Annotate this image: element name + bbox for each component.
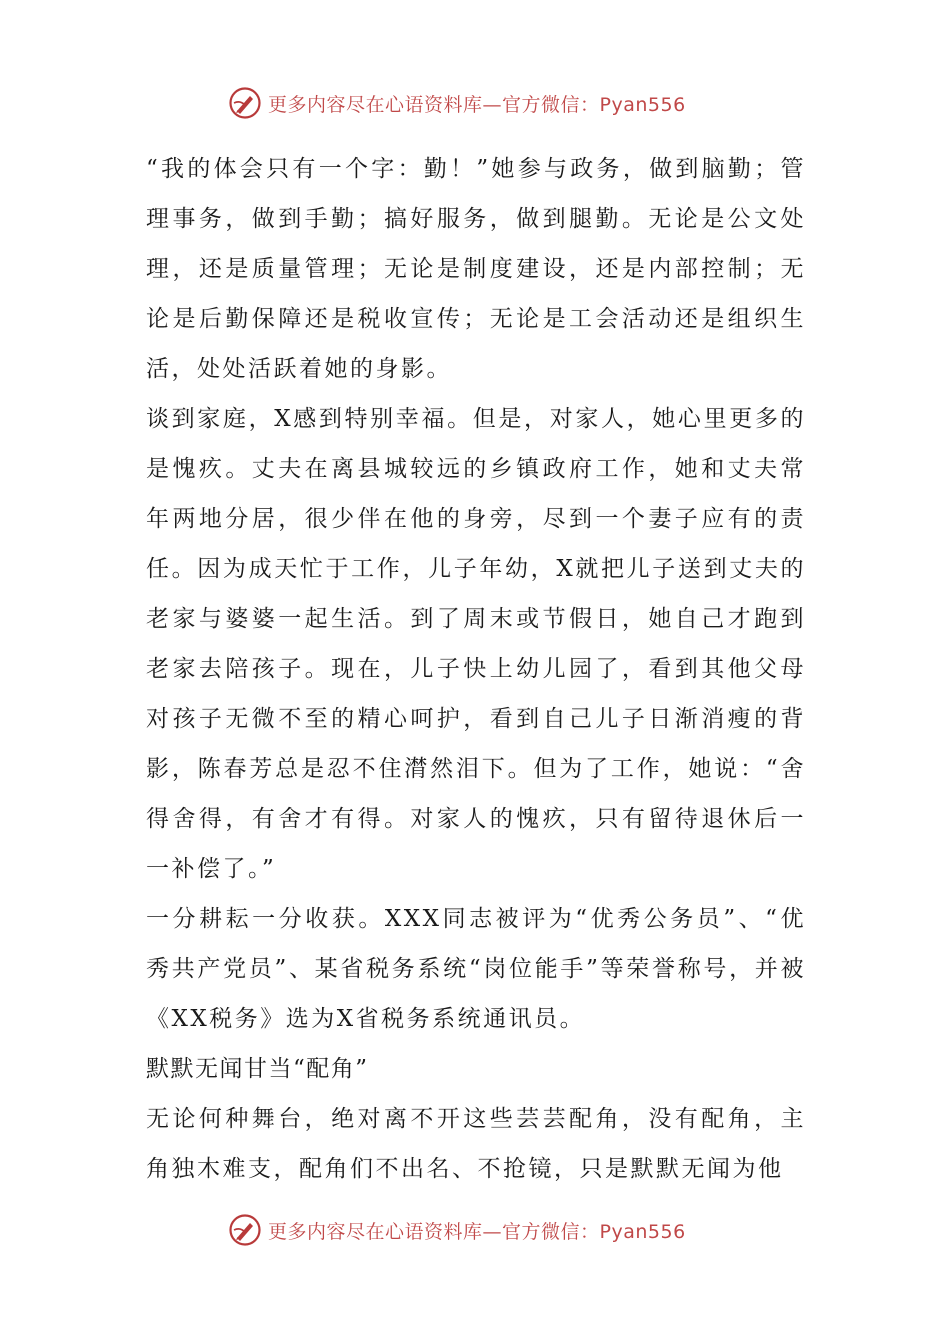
banner-slogan: 更多内容尽在心语资料库—官方微信：: [268, 1220, 600, 1243]
pen-logo-icon: [228, 1213, 262, 1247]
wechat-id: Pyan556: [599, 93, 686, 116]
paragraph-honors: 一分耕耘一分收获。XXX同志被评为“优秀公务员”、“优秀共产党员”、某省税务系统“岗位能手”等荣誉称号，并被《XX税务》选为X省税务系统通讯员。: [146, 906, 806, 1032]
paragraph-family: 谈到家庭，X感到特别幸福。但是，对家人，她心里更多的是愧疚。丈夫在离县城较远的乡镇政府工作，她和丈夫常年两地分居，很少伴在他的身旁，尽到一个妻子应有的责任。因为成天忙于工作，儿子年幼，X就把儿子送到丈夫的老家与婆婆一起生活。到了周末或节假日，她自己才跑到老家去陪孩子。现在，儿子快上幼儿园了，看到其他父母对孩子无微不至的精心呵护，看到自己儿子日渐消瘦的背影，陈春芳总是忍不住潸然泪下。但为了工作，她说：“舍得舍得，有舍才有得。对家人的愧疚，只有留待退休后一一补偿了。”: [146, 406, 806, 882]
paragraph-supporting-role: 无论何种舞台，绝对离不开这些芸芸配角，没有配角，主角独木难支，配角们不出名、不抢镜，只是默默无闻为他: [146, 1106, 806, 1182]
footer-banner: [228, 1210, 686, 1250]
section-heading: 默默无闻甘当“配角”: [146, 1056, 369, 1082]
wechat-id: Pyan556: [599, 1220, 686, 1243]
banner-text: [268, 1217, 686, 1244]
pen-logo-icon: [228, 86, 262, 120]
document-body: [146, 144, 806, 1194]
paragraph-diligence: “我的体会只有一个字：勤！”她参与政务，做到脑勤；管理事务，做到手勤；搞好服务，做到腿勤。无论是公文处理，还是质量管理；无论是制度建设，还是内部控制；无论是后勤保障还是税收宣传；无论是工会活动还是组织生活，处处活跃着她的身影。: [146, 156, 806, 382]
header-banner: [228, 83, 686, 123]
banner-text: [268, 90, 686, 117]
banner-slogan: 更多内容尽在心语资料库—官方微信：: [268, 93, 600, 116]
